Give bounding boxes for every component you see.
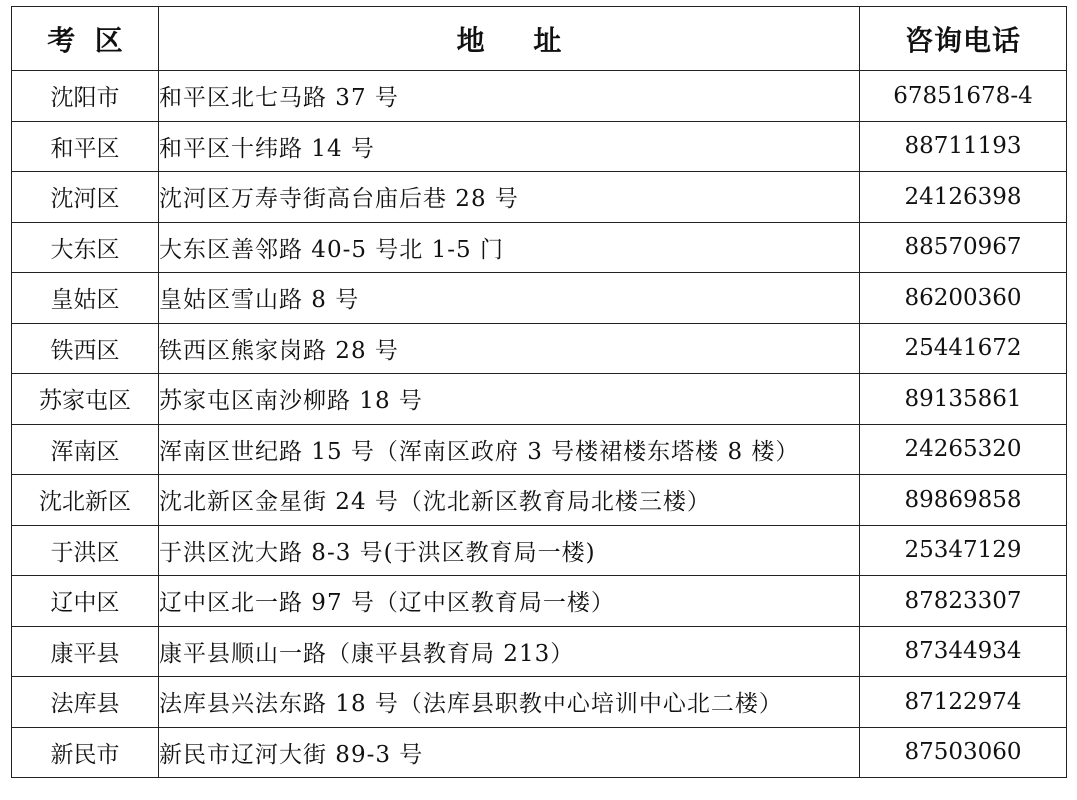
table-row xyxy=(12,677,1067,728)
district-cell: 辽中区 xyxy=(12,576,159,627)
phone-cell: 89135861 xyxy=(860,374,1067,425)
address-cell: 新民市辽河大街 89-3 号 xyxy=(159,727,860,778)
table-row xyxy=(12,727,1067,778)
table-row xyxy=(12,525,1067,576)
district-cell: 苏家屯区 xyxy=(12,374,159,425)
district-cell: 沈河区 xyxy=(12,172,159,223)
phone-cell: 67851678-4 xyxy=(860,71,1067,122)
phone-cell: 87344934 xyxy=(860,626,1067,677)
phone-cell: 25441672 xyxy=(860,323,1067,374)
phone-cell: 24126398 xyxy=(860,172,1067,223)
table-row xyxy=(12,475,1067,526)
exam-office-contact-table xyxy=(11,6,1067,778)
phone-cell: 24265320 xyxy=(860,424,1067,475)
table-row xyxy=(12,424,1067,475)
district-cell: 大东区 xyxy=(12,222,159,273)
table-row xyxy=(12,323,1067,374)
table-row xyxy=(12,273,1067,324)
header-row xyxy=(12,7,1067,71)
address-cell: 和平区北七马路 37 号 xyxy=(159,71,860,122)
district-cell: 于洪区 xyxy=(12,525,159,576)
district-cell: 浑南区 xyxy=(12,424,159,475)
table-row xyxy=(12,576,1067,627)
phone-cell: 87503060 xyxy=(860,727,1067,778)
header-district-label: 考 区 xyxy=(47,23,123,57)
table-row xyxy=(12,222,1067,273)
address-cell: 辽中区北一路 97 号（辽中区教育局一楼） xyxy=(159,576,860,627)
phone-cell: 88711193 xyxy=(860,121,1067,172)
phone-cell: 88570967 xyxy=(860,222,1067,273)
district-cell: 法库县 xyxy=(12,677,159,728)
district-cell: 铁西区 xyxy=(12,323,159,374)
phone-cell: 87122974 xyxy=(860,677,1067,728)
district-cell: 和平区 xyxy=(12,121,159,172)
address-cell: 于洪区沈大路 8-3 号(于洪区教育局一楼) xyxy=(159,525,860,576)
table-body xyxy=(12,71,1067,778)
header-phone-label: 咨询电话 xyxy=(904,23,1021,57)
district-cell: 皇姑区 xyxy=(12,273,159,324)
table-row xyxy=(12,374,1067,425)
table-row xyxy=(12,71,1067,122)
phone-cell: 87823307 xyxy=(860,576,1067,627)
address-cell: 沈北新区金星街 24 号（沈北新区教育局北楼三楼） xyxy=(159,475,860,526)
header-district xyxy=(12,7,159,71)
district-cell: 新民市 xyxy=(12,727,159,778)
address-cell: 法库县兴法东路 18 号（法库县职教中心培训中心北二楼） xyxy=(159,677,860,728)
table-header xyxy=(12,7,1067,71)
address-cell: 沈河区万寿寺街高台庙后巷 28 号 xyxy=(159,172,860,223)
phone-cell: 25347129 xyxy=(860,525,1067,576)
table-row xyxy=(12,626,1067,677)
district-cell: 沈阳市 xyxy=(12,71,159,122)
district-cell: 沈北新区 xyxy=(12,475,159,526)
phone-cell: 86200360 xyxy=(860,273,1067,324)
address-cell: 康平县顺山一路（康平县教育局 213） xyxy=(159,626,860,677)
table-row xyxy=(12,121,1067,172)
header-address xyxy=(159,7,860,71)
address-cell: 皇姑区雪山路 8 号 xyxy=(159,273,860,324)
address-cell: 苏家屯区南沙柳路 18 号 xyxy=(159,374,860,425)
header-phone xyxy=(860,7,1067,71)
district-cell: 康平县 xyxy=(12,626,159,677)
header-address-label: 地 址 xyxy=(456,23,562,57)
address-cell: 浑南区世纪路 15 号（浑南区政府 3 号楼裙楼东塔楼 8 楼） xyxy=(159,424,860,475)
address-cell: 铁西区熊家岗路 28 号 xyxy=(159,323,860,374)
address-cell: 大东区善邻路 40-5 号北 1-5 门 xyxy=(159,222,860,273)
table-row xyxy=(12,172,1067,223)
address-cell: 和平区十纬路 14 号 xyxy=(159,121,860,172)
phone-cell: 89869858 xyxy=(860,475,1067,526)
